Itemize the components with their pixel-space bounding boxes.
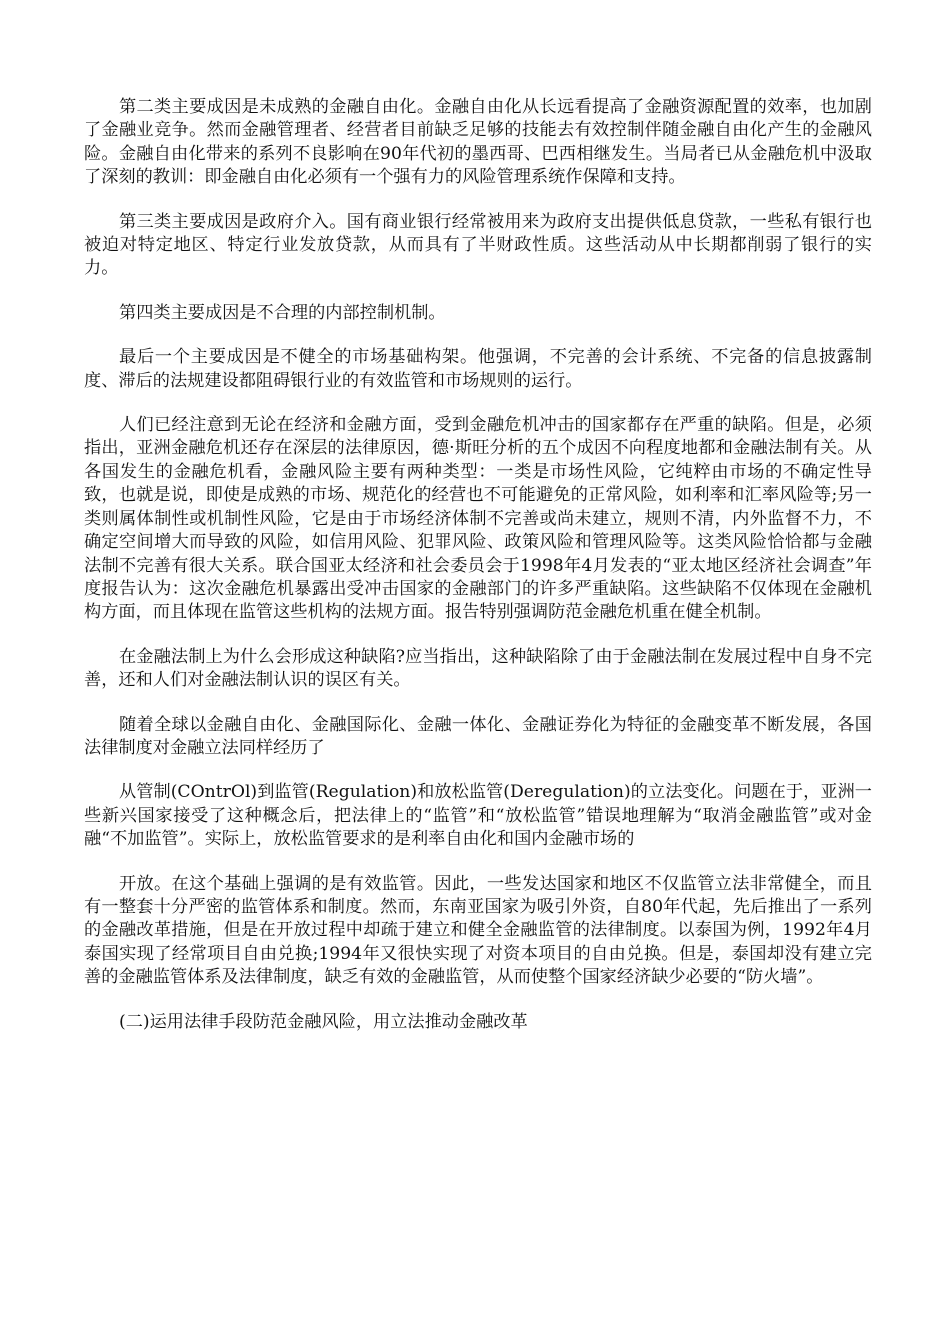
- paragraph-regulation-evolution: 从管制(COntrOl)到监管(Regulation)和放松监管(Deregulation)的立法变化。问题在于，亚洲一些新兴国家接受了这种概念后，把法律上的“监管”和“放松监管”错误地理解为“取消金融监管”或对金融“不加监管”。实际上，放松监管要求的是利率自由化和国内金融市场的: [84, 782, 872, 850]
- paragraph-market-infrastructure: 最后一个主要成因是不健全的市场基础构架。他强调，不完善的会计系统、不完备的信息披露制度、滞后的法规建设都阻碍银行业的有效监管和市场规则的运行。: [84, 347, 872, 391]
- paragraph-global-financial-change: 随着全球以金融自由化、金融国际化、金融一体化、金融证券化为特征的金融变革不断发展，各国法律制度对金融立法同样经历了: [84, 714, 872, 758]
- section-heading-legal-means: (二)运用法律手段防范金融风险，用立法推动金融改革: [119, 1011, 528, 1032]
- paragraph-government-intervention: 第三类主要成因是政府介入。国有商业银行经常被用来为政府支出提供低息贷款，一些私有银行也被迫对特定地区、特定行业发放贷款，从而具有了半财政性质。这些活动从中长期都削弱了银行的实力。: [84, 211, 872, 279]
- paragraph-financial-liberalization: 第二类主要成因是未成熟的金融自由化。金融自由化从长远看提高了金融资源配置的效率，也加剧了金融业竞争。然而金融管理者、经营者目前缺乏足够的技能去有效控制伴随金融自由化产生的金融风险。金融自由化带来的系列不良影响在90年代初的墨西哥、巴西相继发生。当局者已从金融危机中汲取了深刻的教训：即金融自由化必须有一个强有力的风险管理系统作保障和支持。: [84, 97, 872, 188]
- paragraph-legal-causes: 人们已经注意到无论在经济和金融方面，受到金融危机冲击的国家都存在严重的缺陷。但是，必须指出，亚洲金融危机还存在深层的法律原因，德·斯旺分析的五个成因不向程度地都和金融法制有关。从各国发生的金融危机看，金融风险主要有两种类型：一类是市场性风险，它纯粹由市场的不确定性导致，也就是说，即使是成熟的市场、规范化的经营也不可能避免的正常风险，如利率和汇率风险等;另一类则属体制性或机制性风险，它是由于市场经济体制不完善或尚未建立，规则不清，内外监督不力，不确定空间增大而导致的风险，如信用风险、犯罪风险、政策风险和管理风险等。这类风险恰恰都与金融法制不完善有很大关系。联合国亚太经济和社会委员会于1998年4月发表的“亚太地区经济社会调查”年度报告认为：这次金融危机暴露出受冲击国家的金融部门的许多严重缺陷。这些缺陷不仅体现在金融机构方面，而且体现在监管这些机构的法规方面。报告特别强调防范金融危机重在健全机制。: [84, 415, 872, 623]
- paragraph-effective-supervision: 开放。在这个基础上强调的是有效监管。因此，一些发达国家和地区不仅监管立法非常健全，而且有一整套十分严密的监管体系和制度。然而，东南亚国家为吸引外资，自80年代起，先后推出了一系列的金融改革措施，但是在开放过程中却疏于建立和健全金融监管的法律制度。以泰国为例，1992年4月泰国实现了经常项目自由兑换;1994年又很快实现了对资本项目的自由兑换。但是，泰国却没有建立完善的金融监管体系及法律制度，缺乏有效的金融监管，从而使整个国家经济缺少必要的“防火墙”。: [84, 873, 872, 988]
- paragraph-legal-defects: 在金融法制上为什么会形成这种缺陷?应当指出，这种缺陷除了由于金融法制在发展过程中自身不完善，还和人们对金融法制认识的误区有关。: [84, 646, 872, 691]
- paragraph-internal-control: 第四类主要成因是不合理的内部控制机制。: [119, 302, 446, 323]
- document-body: [84, 96, 872, 1034]
